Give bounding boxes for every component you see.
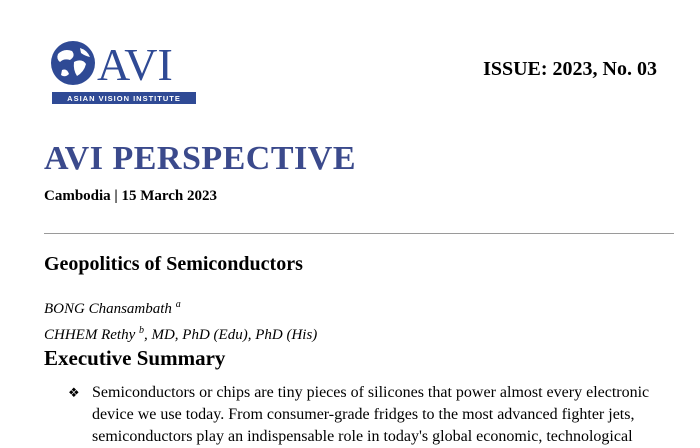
divider (44, 233, 674, 234)
author-affiliation: b (138, 325, 144, 336)
author-name: CHHEM Rethy (44, 327, 136, 343)
author-name: BONG Chansambath (44, 301, 172, 317)
logo-subtitle: ASIAN VISION INSTITUTE (67, 94, 181, 103)
author-2 (44, 320, 317, 346)
bullet-line: Semiconductors or chips are tiny pieces of silicones that power almost every electronic (92, 384, 650, 401)
publication-title: AVI PERSPECTIVE (44, 140, 357, 177)
diamond-bullet-icon: ❖ (68, 385, 80, 400)
issue-number: ISSUE: 2023, No. 03 (483, 58, 657, 80)
author-credentials: , MD, PhD (Edu), PhD (His) (143, 327, 318, 343)
logo-text: AVI (97, 40, 173, 90)
author-affiliation: a (175, 299, 181, 310)
bullet-line: device we use today. From consumer-grade fridges to the most advanced fighter jets, (92, 406, 635, 423)
section-heading: Executive Summary (44, 346, 226, 370)
author-list (44, 294, 317, 346)
bullet-line: semiconductors play an indispensable role in today's global economic, technological (92, 428, 633, 445)
article-title: Geopolitics of Semiconductors (44, 253, 303, 275)
dateline: Cambodia | 15 March 2023 (44, 188, 218, 204)
bullet-text (92, 382, 682, 448)
avi-logo (50, 40, 200, 106)
author-1 (44, 294, 317, 320)
